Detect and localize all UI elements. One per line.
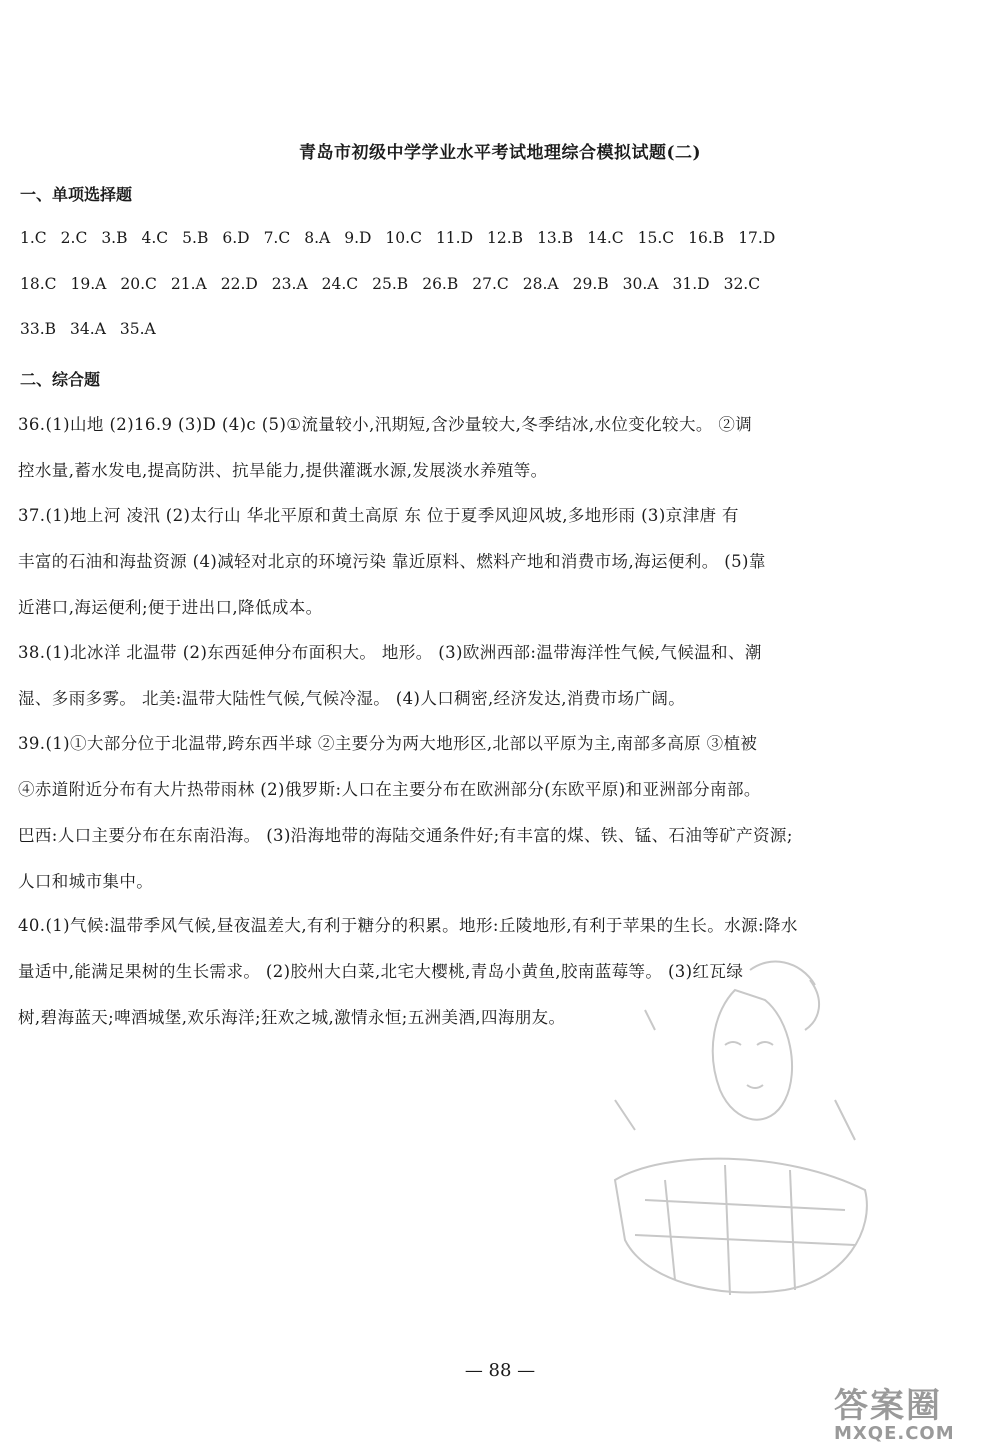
mc-answer: 27.C: [472, 275, 509, 293]
mc-answer: 6.D: [222, 229, 250, 247]
answer-line: 36.(1)山地 (2)16.9 (3)D (4)c (5)①流量较小,汛期短,含沙量较大,冬季结冰,水位变化较大。 ②调: [18, 415, 753, 434]
question-39: [18, 730, 870, 914]
mc-answer: 35.A: [119, 320, 156, 338]
faded-sketch-illustration: [585, 950, 885, 1340]
mc-answer: 19.A: [70, 275, 107, 293]
mc-answer: 1.C: [20, 229, 47, 247]
mc-answer-row: [20, 320, 170, 344]
answer-line: 树,碧海蓝天;啤酒城堡,欢乐海洋;狂欢之城,激情永恒;五洲美酒,四海朋友。: [18, 1008, 566, 1027]
answer-line: 37.(1)地上河 凌汛 (2)太行山 华北平原和黄土高原 东 位于夏季风迎风坡,多地形雨 (3)京津唐 有: [18, 506, 739, 525]
mc-answer: 13.B: [537, 229, 574, 247]
mc-answer: 3.B: [101, 229, 128, 247]
question-38: [18, 639, 870, 731]
answer-line: 巴西:人口主要分布在东南沿海。 (3)沿海地带的海陆交通条件好;有丰富的煤、铁、锰、石油等矿产资源;: [18, 826, 793, 845]
mc-answer: 7.C: [263, 229, 291, 247]
mc-answer: 20.C: [120, 275, 157, 293]
answer-line: 39.(1)①大部分位于北温带,跨东西半球 ②主要分为两大地形区,北部以平原为主,南部多高原 ③植被: [18, 734, 758, 753]
watermark-url: MXQE.COM: [834, 1423, 955, 1444]
mc-answer: 23.A: [271, 275, 308, 293]
answer-line: 控水量,蓄水发电,提高防洪、抗旱能力,提供灌溉水源,发展淡水养殖等。: [18, 461, 548, 480]
answer-line: 40.(1)气候:温带季风气候,昼夜温差大,有利于糖分的积累。地形:丘陵地形,有利于苹果的生长。水源:降水: [18, 916, 798, 935]
mc-answer: 29.B: [572, 275, 609, 293]
mc-answer: 25.B: [372, 275, 409, 293]
section-2-heading: 二、综合题: [20, 370, 101, 389]
mc-answer: 31.D: [672, 275, 710, 293]
mc-answer: 11.D: [435, 229, 474, 247]
answer-line: 近港口,海运便利;便于进出口,降低成本。: [18, 598, 323, 617]
question-36: [18, 411, 870, 503]
page-number: — 88 —: [464, 1360, 536, 1381]
mc-answer: 22.D: [220, 275, 258, 293]
answer-line: 丰富的石油和海盐资源 (4)减轻对北京的环境污染 靠近原料、燃料产地和消费市场,海运便利。 (5)靠: [18, 552, 766, 571]
mc-answer: 24.C: [321, 275, 359, 293]
mc-answer-row: [20, 275, 774, 299]
mc-answer: 2.C: [60, 229, 88, 247]
watermark-text: 答案圈: [834, 1386, 942, 1426]
mc-answer: 17.D: [738, 229, 776, 247]
question-37: [18, 502, 870, 640]
mc-answer: 9.D: [344, 229, 372, 247]
mc-answer: 34.A: [70, 320, 106, 338]
mc-answer: 16.B: [688, 229, 725, 247]
mc-answer: 4.C: [141, 229, 169, 247]
mc-answer: 10.C: [385, 229, 422, 247]
mc-answer: 15.C: [637, 229, 675, 247]
watermark-logo: [834, 1378, 984, 1446]
answer-line: 人口和城市集中。: [18, 872, 154, 891]
answer-line: ④赤道附近分布有大片热带雨林 (2)俄罗斯:人口在主要分布在欧洲部分(东欧平原)和亚洲部分南部。: [18, 780, 761, 799]
mc-answer: 8.A: [304, 229, 331, 247]
mc-answer-row: [20, 229, 789, 253]
mc-answer: 12.B: [487, 229, 524, 247]
mc-answer: 33.B: [20, 320, 57, 338]
mc-answer: 5.B: [182, 229, 209, 247]
mc-answer: 30.A: [622, 275, 659, 293]
mc-answer: 32.C: [723, 275, 761, 293]
mc-answer: 14.C: [587, 229, 624, 247]
page-title: 青岛市初级中学学业水平考试地理综合模拟试题(二): [298, 143, 702, 163]
mc-answer: 28.A: [522, 275, 559, 293]
section-1-heading: 一、单项选择题: [20, 185, 133, 204]
answer-line: 量适中,能满足果树的生长需求。 (2)胶州大白菜,北宅大樱桃,青岛小黄鱼,胶南蓝莓等。 (3)红瓦绿: [18, 962, 744, 981]
answer-line: 38.(1)北冰洋 北温带 (2)东西延伸分布面积大。 地形。 (3)欧洲西部:温带海洋性气候,气候温和、潮: [18, 643, 762, 662]
answer-line: 湿、多雨多雾。 北美:温带大陆性气候,气候冷湿。 (4)人口稠密,经济发达,消费市场广阔。: [18, 689, 686, 708]
mc-answer: 21.A: [170, 275, 207, 293]
mc-answer: 18.C: [20, 275, 57, 293]
mc-answer: 26.B: [422, 275, 459, 293]
